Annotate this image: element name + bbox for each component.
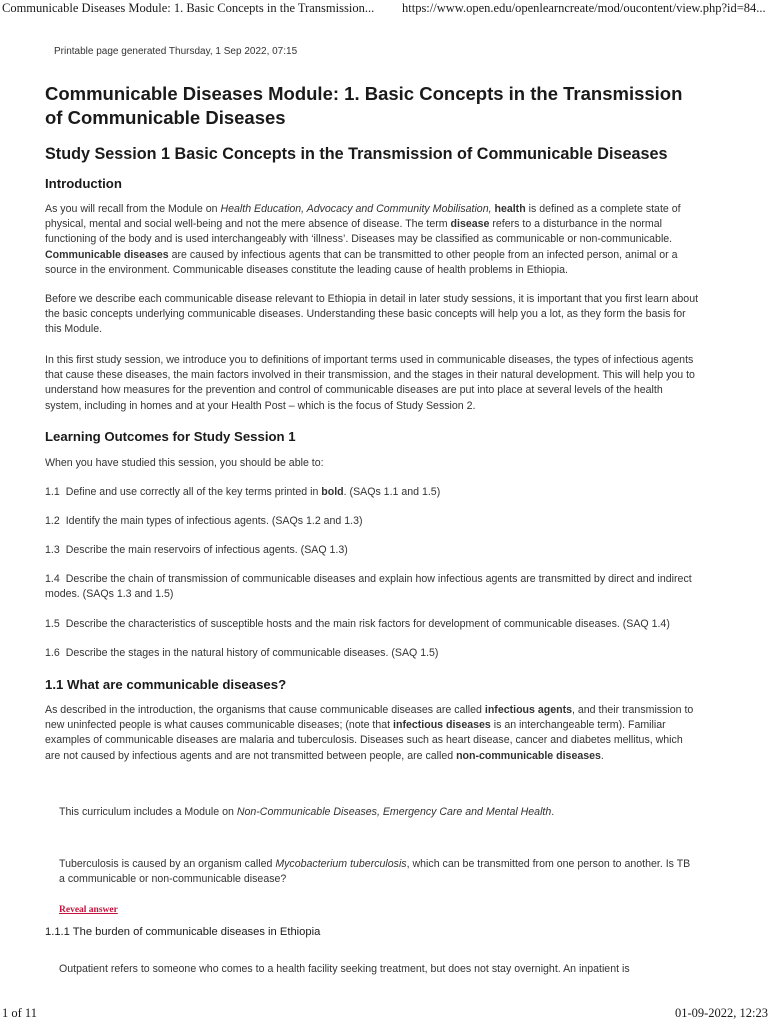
learning-outcomes-intro: When you have studied this session, you should be able to: <box>45 457 324 469</box>
print-footer <box>0 1006 768 1024</box>
outpatient-note: Outpatient refers to someone who comes to a health facility seeking treatment, but does not stay overnight. An inpatient is <box>59 963 630 975</box>
section-1-1-heading: 1.1 What are communicable diseases? <box>45 677 287 692</box>
outcome-1-3: 1.3 Describe the main reservoirs of infectious agents. (SAQ 1.3) <box>45 544 348 556</box>
print-header-url: https://www.open.edu/openlearncreate/mod/oucontent/view.php?id=84... <box>402 1 766 15</box>
intro-paragraph-2: Before we describe each communicable disease relevant to Ethiopia in detail in later study sessions, it is important that you first learn about the basic concepts underlying communicable diseases. Understanding these basic concepts will help you a lot, as they form the basis for this Module. <box>45 293 699 336</box>
outcome-1-4: 1.4 Describe the chain of transmission of communicable diseases and explain how infectious agents are transmitted by direct and indirect modes. (SAQs 1.3 and 1.5) <box>45 573 692 601</box>
outcome-1-1: 1.1 Define and use correctly all of the key terms printed in bold. (SAQs 1.1 and 1.5) <box>45 486 441 498</box>
print-footer-page-number: 1 of 11 <box>2 1006 37 1020</box>
print-footer-date: 01-09-2022, 12:23 <box>674 1006 768 1020</box>
subsection-1-1-1-heading: 1.1.1 The burden of communicable diseases in Ethiopia <box>45 926 321 938</box>
section-1-1-paragraph: As described in the introduction, the organisms that cause communicable diseases are called infectious agents, and their transmission to new uninfected people is what causes communicable diseases; (note that infectious diseases is an interchangeable term). Familiar examples of communicable diseases are malaria and tuberculosis. Diseases such as heart disease, cancer and diabetes mellitus, which are not caused by infectious agents and are not transmitted between people, are called non-communicable diseases. <box>45 704 694 762</box>
session-title: Study Session 1 Basic Concepts in the Transmission of Communicable Diseases <box>45 145 668 163</box>
outcome-1-5: 1.5 Describe the characteristics of susceptible hosts and the main risk factors for development of communicable diseases. (SAQ 1.4) <box>45 618 670 630</box>
print-header <box>0 0 768 18</box>
reveal-answer-link[interactable]: Reveal answer <box>59 905 118 915</box>
outcome-1-6: 1.6 Describe the stages in the natural history of communicable diseases. (SAQ 1.5) <box>45 647 439 659</box>
intro-paragraph-3: In this first study session, we introduce you to definitions of important terms used in communicable diseases, the types of infectious agents that cause these diseases, the main factors involved in their transmission, and the stages in their natural development. This will help you to understand how measures for the prevention and control of communicable diseases are put into place at several levels of the health system, including in homes and at your Health Post – which is the focus of Study Session 2. <box>45 354 695 412</box>
tb-question: Tuberculosis is caused by an organism called Mycobacterium tuberculosis, which can be transmitted from one person to another. Is TB a communicable or non-communicable disease? <box>59 858 691 886</box>
curriculum-note: This curriculum includes a Module on Non-Communicable Diseases, Emergency Care and Mental Health. <box>59 806 555 818</box>
introduction-heading: Introduction <box>45 176 122 191</box>
print-header-title: Communicable Diseases Module: 1. Basic Concepts in the Transmission... <box>2 1 375 15</box>
outcome-1-2: 1.2 Identify the main types of infectious agents. (SAQs 1.2 and 1.3) <box>45 515 363 527</box>
learning-outcomes-heading: Learning Outcomes for Study Session 1 <box>45 429 296 444</box>
intro-paragraph-1: As you will recall from the Module on Health Education, Advocacy and Community Mobilisation, health is defined as a complete state of physical, mental and social well-being and not the mere absence of disease. The term disease refers to a disturbance in the normal functioning of the body and is used interchangeably with ‘illness’. Diseases may be classified as communicable or non-communicable. Communicable diseases are caused by infectious agents that can be transmitted to other people from an infected person, animal or a source in the environment. Communicable diseases constitute the leading cause of health problems in Ethiopia. <box>45 203 681 276</box>
module-title: Communicable Diseases Module: 1. Basic Concepts in the Transmission of Communicable Diseases <box>45 83 683 128</box>
generated-timestamp: Printable page generated Thursday, 1 Sep 2022, 07:15 <box>54 46 298 57</box>
